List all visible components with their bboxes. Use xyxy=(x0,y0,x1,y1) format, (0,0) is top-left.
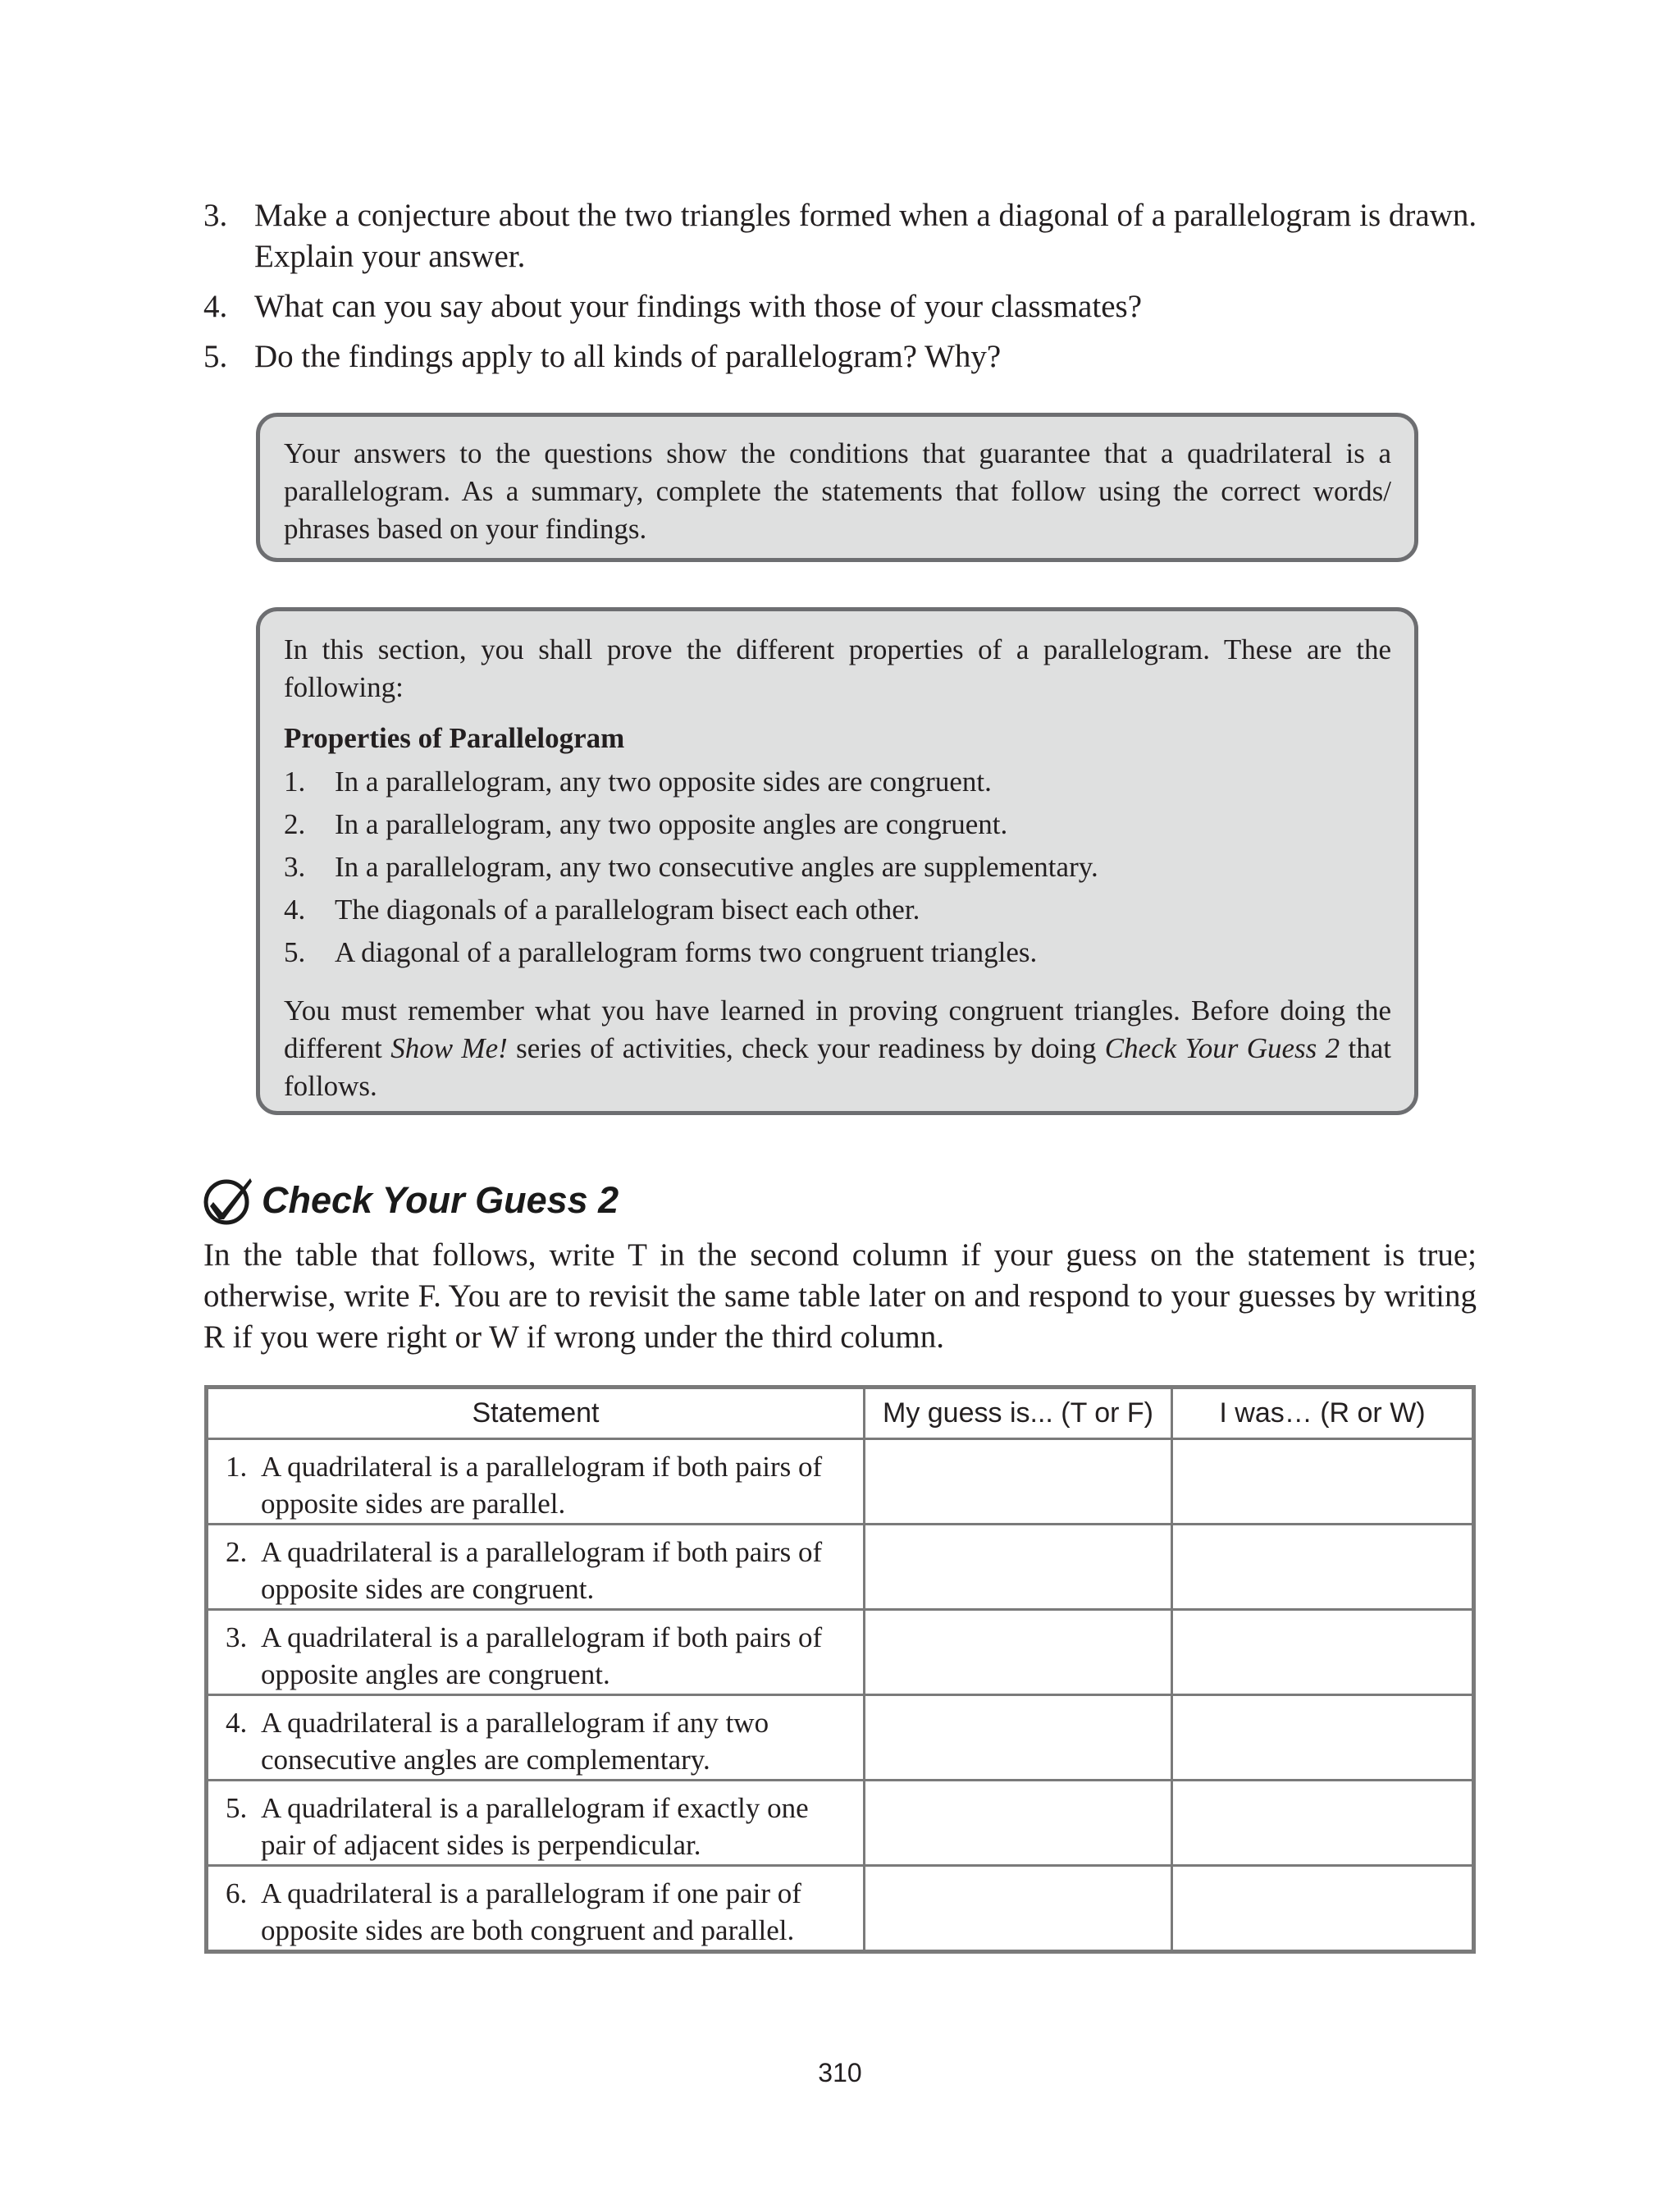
statement-text: A quadrilateral is a parallelogram if both pairs of opposite angles are congruent. xyxy=(261,1621,823,1690)
statement-cell xyxy=(207,1695,865,1781)
question-number: 5. xyxy=(203,339,228,374)
statement-number: 1. xyxy=(226,1451,248,1483)
check-intro: In the table that follows, write T in the second column if your guess on the statement is true; otherwise, write F. You are to revisit the same table later on and respond to your guesses by writing R if you were right or W if wrong under the third column. xyxy=(203,1237,1477,1355)
section-title-text: Check Your Guess 2 xyxy=(262,1179,619,1221)
page-number: 310 xyxy=(818,2058,862,2087)
statement-cell xyxy=(207,1781,865,1866)
properties-intro: In this section, you shall prove the different properties of a parallelogram. These are the following: xyxy=(284,633,1391,703)
statement-number: 6. xyxy=(226,1877,248,1909)
closing-text: You must remember what you have learned in proving congruent triangles. Before doing the different xyxy=(284,994,1391,1064)
question-number: 4. xyxy=(203,289,228,324)
statement-number: 5. xyxy=(226,1792,248,1824)
property-text: In a parallelogram, any two opposite angles are congruent. xyxy=(335,808,1008,840)
properties-box xyxy=(256,607,1418,1115)
guess-cell[interactable] xyxy=(865,1866,1172,1952)
guess-cell[interactable] xyxy=(865,1781,1172,1866)
statement-text: A quadrilateral is a parallelogram if both pairs of opposite sides are congruent. xyxy=(261,1536,823,1605)
table-row xyxy=(207,1525,1474,1610)
table-row xyxy=(207,1781,1474,1866)
question-text: Do the findings apply to all kinds of parallelogram? Why? xyxy=(254,339,1002,374)
question-text: What can you say about your findings with those of your classmates? xyxy=(254,289,1143,324)
questions-list xyxy=(203,195,1483,386)
result-cell[interactable] xyxy=(1172,1781,1474,1866)
property-text: A diagonal of a parallelogram forms two congruent triangles. xyxy=(335,936,1038,968)
result-cell[interactable] xyxy=(1172,1866,1474,1952)
check-circle-icon xyxy=(203,1173,257,1228)
statement-number: 3. xyxy=(226,1621,248,1653)
property-text: In a parallelogram, any two consecutive angles are supplementary. xyxy=(335,851,1098,883)
property-item xyxy=(284,846,1391,889)
check-your-guess-title: Check Your Guess 2 xyxy=(1104,1032,1340,1064)
property-item xyxy=(284,761,1391,803)
statement-cell xyxy=(207,1525,865,1610)
summary-box xyxy=(256,413,1418,562)
question-number: 3. xyxy=(203,198,228,233)
properties-closing xyxy=(284,992,1391,1105)
guess-table xyxy=(204,1385,1476,1954)
result-cell[interactable] xyxy=(1172,1525,1474,1610)
header-result: I was… (R or W) xyxy=(1172,1388,1474,1439)
question-item xyxy=(203,336,1483,377)
result-cell[interactable] xyxy=(1172,1610,1474,1695)
table-row xyxy=(207,1439,1474,1525)
statement-cell xyxy=(207,1439,865,1525)
guess-cell[interactable] xyxy=(865,1525,1172,1610)
properties-heading: Properties of Parallelogram xyxy=(284,722,625,754)
statement-text: A quadrilateral is a parallelogram if exactly one pair of adjacent sides is perpendicular. xyxy=(261,1792,809,1861)
summary-text: Your answers to the questions show the conditions that guarantee that a quadrilateral is a parallelogram. As a summary, complete the statements that follow using the correct words/ phrases based on your findings. xyxy=(284,437,1391,545)
section-title xyxy=(203,1172,619,1229)
guess-cell[interactable] xyxy=(865,1610,1172,1695)
statement-cell xyxy=(207,1610,865,1695)
statement-cell xyxy=(207,1866,865,1952)
header-statement: Statement xyxy=(207,1388,865,1439)
property-number: 1. xyxy=(284,766,306,798)
table-row xyxy=(207,1866,1474,1952)
question-text: Make a conjecture about the two triangles formed when a diagonal of a parallelogram is drawn. Explain your answer. xyxy=(254,198,1477,274)
question-item xyxy=(203,195,1483,277)
statement-text: A quadrilateral is a parallelogram if both pairs of opposite sides are parallel. xyxy=(261,1451,823,1520)
property-text: The diagonals of a parallelogram bisect each other. xyxy=(335,894,920,926)
statement-text: A quadrilateral is a parallelogram if one pair of opposite sides are both congruent and parallel. xyxy=(261,1877,801,1946)
statement-number: 2. xyxy=(226,1536,248,1568)
closing-text: series of activities, check your readiness by doing xyxy=(507,1032,1105,1064)
property-item xyxy=(284,889,1391,931)
table-row xyxy=(207,1695,1474,1781)
property-number: 3. xyxy=(284,851,306,883)
result-cell[interactable] xyxy=(1172,1695,1474,1781)
property-number: 4. xyxy=(284,894,306,926)
property-text: In a parallelogram, any two opposite sides are congruent. xyxy=(335,766,992,798)
property-item xyxy=(284,803,1391,846)
properties-list xyxy=(284,761,1391,974)
statement-text: A quadrilateral is a parallelogram if any two consecutive angles are complementary. xyxy=(261,1707,769,1776)
result-cell[interactable] xyxy=(1172,1439,1474,1525)
closing-text: that follows. xyxy=(284,1032,1392,1102)
property-number: 5. xyxy=(284,936,306,968)
property-number: 2. xyxy=(284,808,306,840)
show-me-title: Show Me! xyxy=(390,1032,508,1064)
table-row xyxy=(207,1610,1474,1695)
statement-number: 4. xyxy=(226,1707,248,1739)
question-item xyxy=(203,286,1483,327)
property-item xyxy=(284,931,1391,974)
table-header-row xyxy=(207,1388,1474,1439)
header-guess: My guess is... (T or F) xyxy=(865,1388,1172,1439)
guess-cell[interactable] xyxy=(865,1439,1172,1525)
guess-cell[interactable] xyxy=(865,1695,1172,1781)
